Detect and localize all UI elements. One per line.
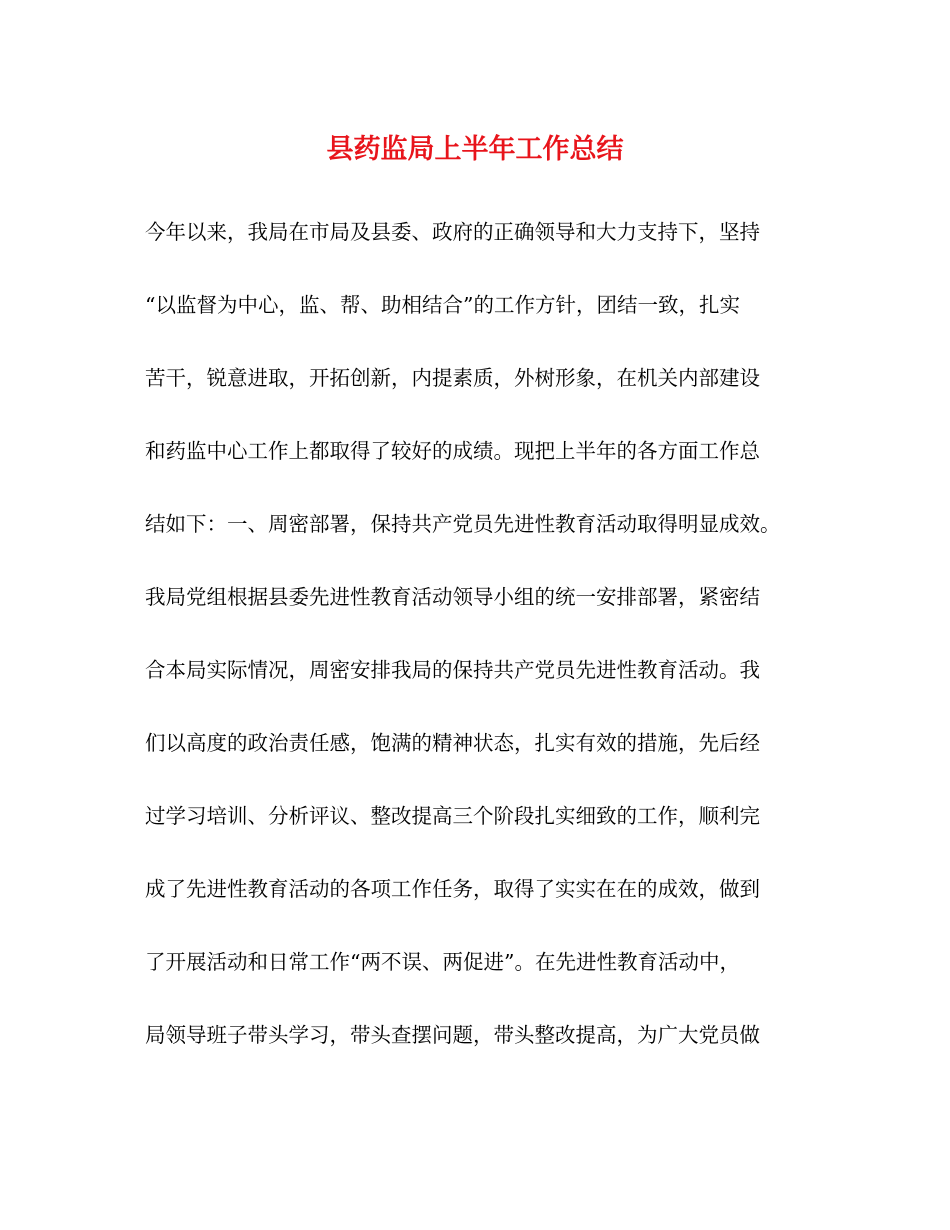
document-title: 县药监局上半年工作总结 [326,134,624,165]
paragraph-line: 今年以来，我局在市局及县委、政府的正确领导和大力支持下，坚持 [145,220,760,244]
paragraph-line: 结如下：一、周密部署，保持共产党员先进性教育活动取得明显成效。 [145,512,781,536]
paragraph-line: 过学习培训、分析评议、整改提高三个阶段扎实细致的工作，顺利完 [145,804,760,828]
paragraph-line: 局领导班子带头学习，带头查摆问题，带头整改提高，为广大党员做 [145,1023,760,1047]
paragraph-line: 成了先进性教育活动的各项工作任务，取得了实实在在的成效，做到 [145,877,760,901]
paragraph-line: 苦干，锐意进取，开拓创新，内提素质，外树形象，在机关内部建设 [145,366,760,390]
paragraph-line: 我局党组根据县委先进性教育活动领导小组的统一安排部署，紧密结 [145,585,760,609]
paragraph-line: 和药监中心工作上都取得了较好的成绩。现把上半年的各方面工作总 [145,439,760,463]
paragraph-line: “以监督为中心，监、帮、助相结合”的工作方针，团结一致，扎实 [145,293,740,317]
paragraph-line: 合本局实际情况，周密安排我局的保持共产党员先进性教育活动。我 [145,658,760,682]
paragraph-line: 了开展活动和日常工作“两不误、两促进”。在先进性教育活动中， [145,950,740,974]
paragraph-line: 们以高度的政治责任感，饱满的精神状态，扎实有效的措施，先后经 [145,731,760,755]
